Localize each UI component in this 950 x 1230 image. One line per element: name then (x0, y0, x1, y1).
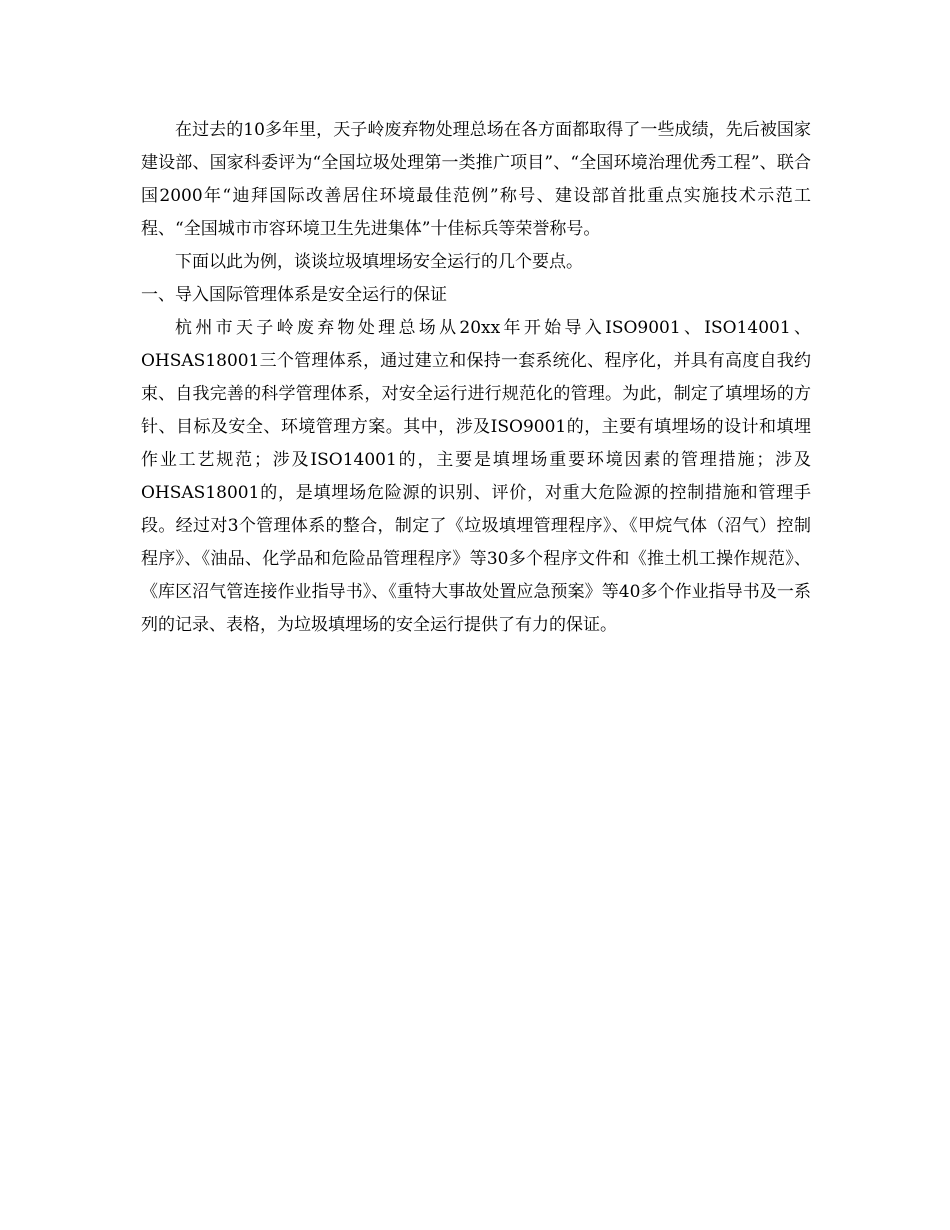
paragraph-achievements: 在过去的10多年里，天子岭废弃物处理总场在各方面都取得了一些成绩，先后被国家建设部、国家科委评为“全国垃圾处理第一类推广项目”、“全国环境治理优秀工程”、联合国2000年“迪拜国际改善居住环境最佳范例”称号、建设部首批重点实施技术示范工程、“全国城市市容环境卫生先进集体”十佳标兵等荣誉称号。 (141, 120, 811, 239)
section-heading: 一、导入国际管理体系是安全运行的保证 (141, 285, 447, 305)
paragraph-intro: 下面以此为例，谈谈垃圾填埋场安全运行的几个要点。 (175, 252, 583, 272)
paragraph-management-systems: 杭州市天子岭废弃物处理总场从20xx年开始导入ISO9001、ISO14001、OHSAS18001三个管理体系，通过建立和保持一套系统化、程序化，并具有高度自我约束、自我完善的科学管理体系，对安全运行进行规范化的管理。为此，制定了填埋场的方针、目标及安全、环境管理方案。其中，涉及ISO9001的，主要有填埋场的设计和填埋作业工艺规范；涉及ISO14001的，主要是填埋场重要环境因素的管理措施；涉及OHSAS18001的，是填埋场危险源的识别、评价，对重大危险源的控制措施和管理手段。经过对3个管理体系的整合，制定了《垃圾填埋管理程序》、《甲烷气体（沼气）控制程序》、《油品、化学品和危险品管理程序》等30多个程序文件和《推土机工操作规范》、《库区沼气管连接作业指导书》、《重特大事故处置应急预案》等40多个作业指导书及一系列的记录、表格，为垃圾填埋场的安全运行提供了有力的保证。 (141, 318, 811, 635)
document-page (141, 114, 811, 642)
